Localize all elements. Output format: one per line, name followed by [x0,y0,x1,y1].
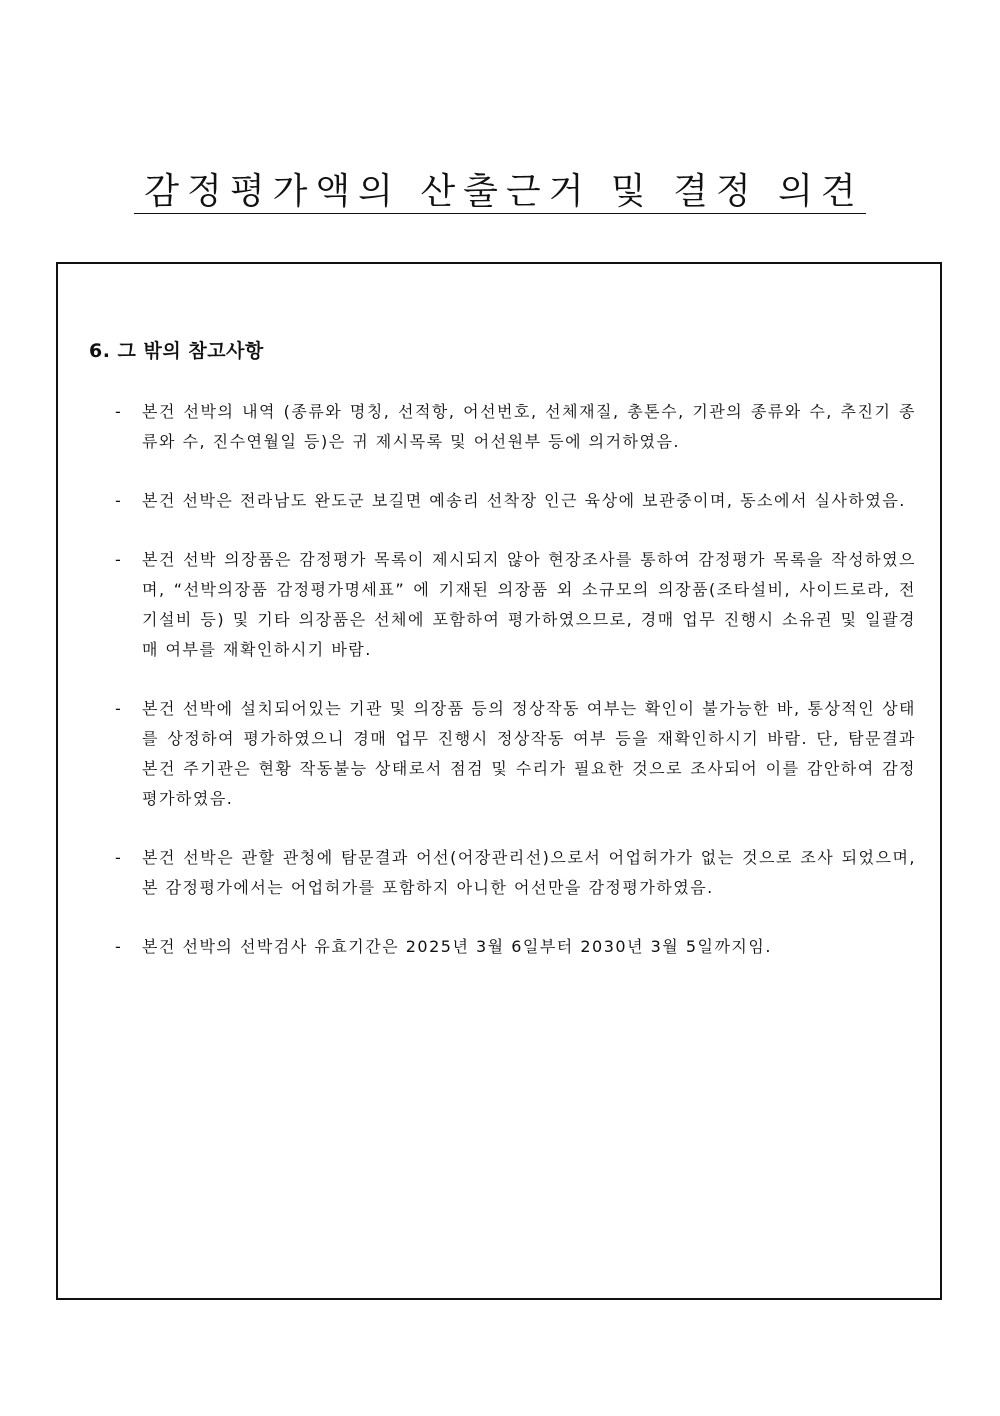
reference-list [112,397,916,991]
list-item [112,486,916,516]
list-item-text: 본건 선박은 관할 관청에 탐문결과 어선(어장관리선)으로서 어업허가가 없는 것으로 조사 되었으며, 본 감정평가에서는 어업허가를 포함하지 아니한 어선만을 감정평가하였음. [142,848,916,897]
dash-bullet: - [115,491,123,510]
content-box [56,262,942,1300]
list-item-text: 본건 선박 의장품은 감정평가 목록이 제시되지 않아 현장조사를 통하여 감정평가 목록을 작성하였으며, “선박의장품 감정평가명세표” 에 기재된 의장품 외 소규모의 의장품(조타설비, 사이드로라, 전기설비 등) 및 기타 의장품은 선체에 포함하여 평가하였으므로, 경매 업무 진행시 소유권 및 일괄경매 여부를 재확인하시기 바람. [142,550,916,659]
dash-bullet: - [115,550,123,569]
dash-bullet: - [115,402,123,421]
list-item [112,843,916,903]
list-item-text: 본건 선박에 설치되어있는 기관 및 의장품 등의 정상작동 여부는 확인이 불가능한 바, 통상적인 상태를 상정하여 평가하였으니 경매 업무 진행시 정상작동 여부 등을 재확인하시기 바람. 단, 탐문결과 본건 주기관은 현황 작동불능 상태로서 점검 및 수리가 필요한 것으로 조사되어 이를 감안하여 감정평가하였음. [142,699,916,808]
dash-bullet: - [115,848,123,867]
document-title [0,168,1000,216]
dash-bullet: - [115,699,123,718]
list-item [112,694,916,814]
list-item [112,932,916,962]
dash-bullet: - [115,937,123,956]
list-item-text: 본건 선박의 선박검사 유효기간은 2025년 3월 6일부터 2030년 3월 5일까지임. [142,937,772,956]
list-item [112,545,916,665]
list-item-text: 본건 선박은 전라남도 완도군 보길면 예송리 선착장 인근 육상에 보관중이며, 동소에서 실사하였음. [142,491,906,510]
section-heading: 6. 그 밖의 참고사항 [89,340,264,362]
list-item [112,397,916,457]
document-title-text: 감정평가액의 산출근거 및 결정 의견 [134,171,865,214]
list-item-text: 본건 선박의 내역 (종류와 명칭, 선적항, 어선번호, 선체재질, 총톤수, 기관의 종류와 수, 추진기 종류와 수, 진수연월일 등)은 귀 제시목록 및 어선원부 등에 의거하였음. [142,402,916,451]
